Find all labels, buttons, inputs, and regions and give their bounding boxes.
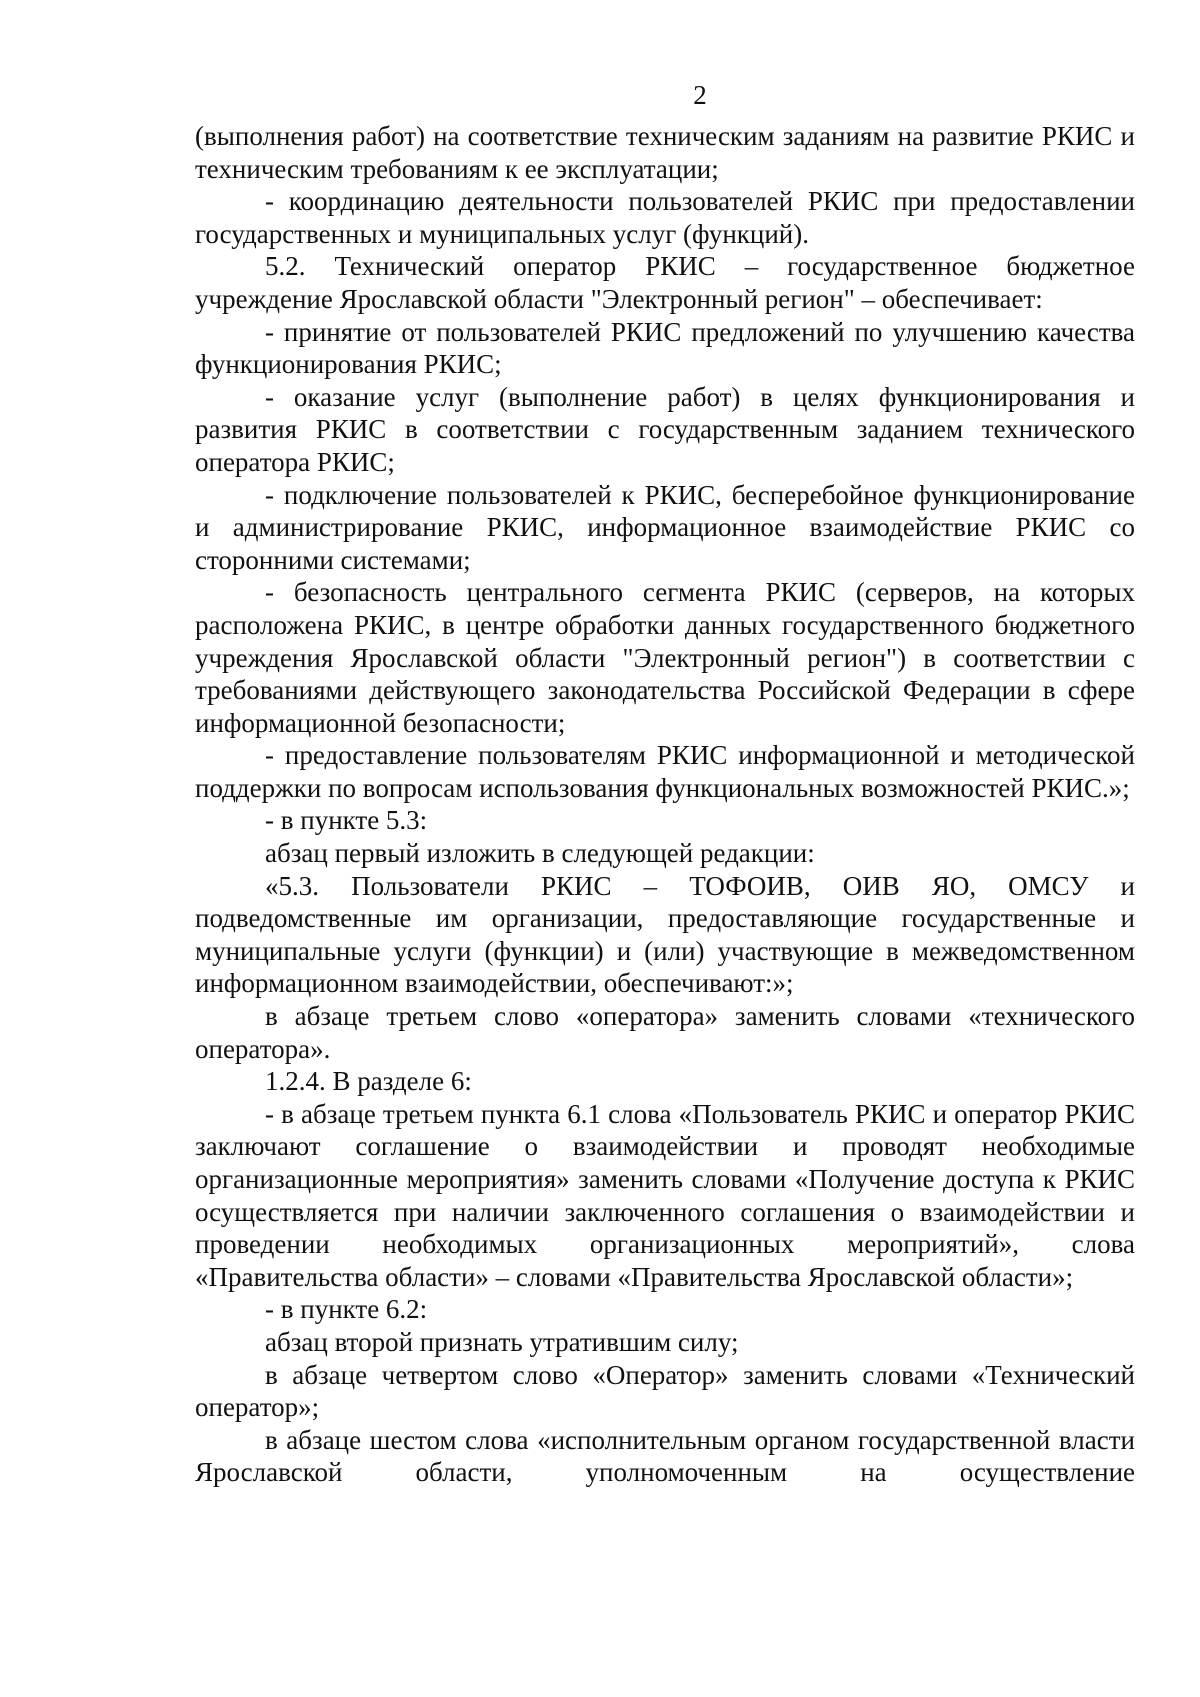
paragraph-18: в абзаце шестом слова «исполнительным органом государственной власти Ярославской области, уполномоченным на осуществление [195,1424,1135,1488]
paragraph-7: - безопасность центрального сегмента РКИС (серверов, на которых расположена РКИС, в центре обработки данных государственного бюджетного учреждения Ярославской области "Электронный регион") в соответствии с требованиями действующего законодательства Российской Федерации в сфере информационной безопасности; [195,577,1135,738]
paragraph-12: в абзаце третьем слово «оператора» заменить словами «технического оператора». [195,1001,1135,1064]
paragraph-3: 5.2. Технический оператор РКИС – государственное бюджетное учреждение Ярославской области "Электронный регион" – обеспечивает: [195,251,1135,314]
paragraph-6: - подключение пользователей к РКИС, бесперебойное функционирование и администрирование РКИС, информационное взаимодействие РКИС со сторонними системами; [195,479,1135,575]
paragraph-2: - координацию деятельности пользователей РКИС при предоставлении государственных и муниципальных услуг (функций). [195,186,1135,249]
page-number: 2 [693,80,707,110]
paragraph-11: «5.3. Пользователи РКИС – ТОФОИВ, ОИВ ЯО, ОМСУ и подведомственные им организации, предоставляющие государственные и муниципальные услуги (функции) и (или) участвующие в межведомственном информационном взаимодействии, обеспечивают:»; [195,870,1135,999]
paragraph-5: - оказание услуг (выполнение работ) в целях функционирования и развития РКИС в соответствии с государственным заданием технического оператора РКИС; [195,381,1135,477]
paragraph-4: - принятие от пользователей РКИС предложений по улучшению качества функционирования РКИС; [195,316,1135,380]
paragraph-17: в абзаце четвертом слово «Оператор» заменить словами «Технический оператор»; [195,1359,1135,1423]
paragraph-13: 1.2.4. В разделе 6: [265,1066,472,1097]
paragraph-8: - предоставление пользователям РКИС информационной и методической поддержки по вопросам использования функциональных возможностей РКИС.»; [195,740,1135,803]
paragraph-16: абзац второй признать утратившим силу; [265,1326,739,1357]
document-body [195,120,1135,1489]
paragraph-9: - в пункте 5.3: [265,805,428,836]
paragraph-1: (выполнения работ) на соответствие техническим заданиям на развитие РКИС и техническим требованиям к ее эксплуатации; [195,121,1135,184]
paragraph-10: абзац первый изложить в следующей редакции: [265,838,815,869]
paragraph-15: - в пункте 6.2: [265,1294,428,1325]
paragraph-14: - в абзаце третьем пункта 6.1 слова «Пользователь РКИС и оператор РКИС заключают соглашение о взаимодействии и проводят необходимые организационные мероприятия» заменить словами «Получение доступа к РКИС осуществляется при наличии заключенного соглашения о взаимодействии и проведении необходимых организационных мероприятий», слова «Правительства области» – словами «Правительства Ярославской области»; [195,1098,1135,1292]
